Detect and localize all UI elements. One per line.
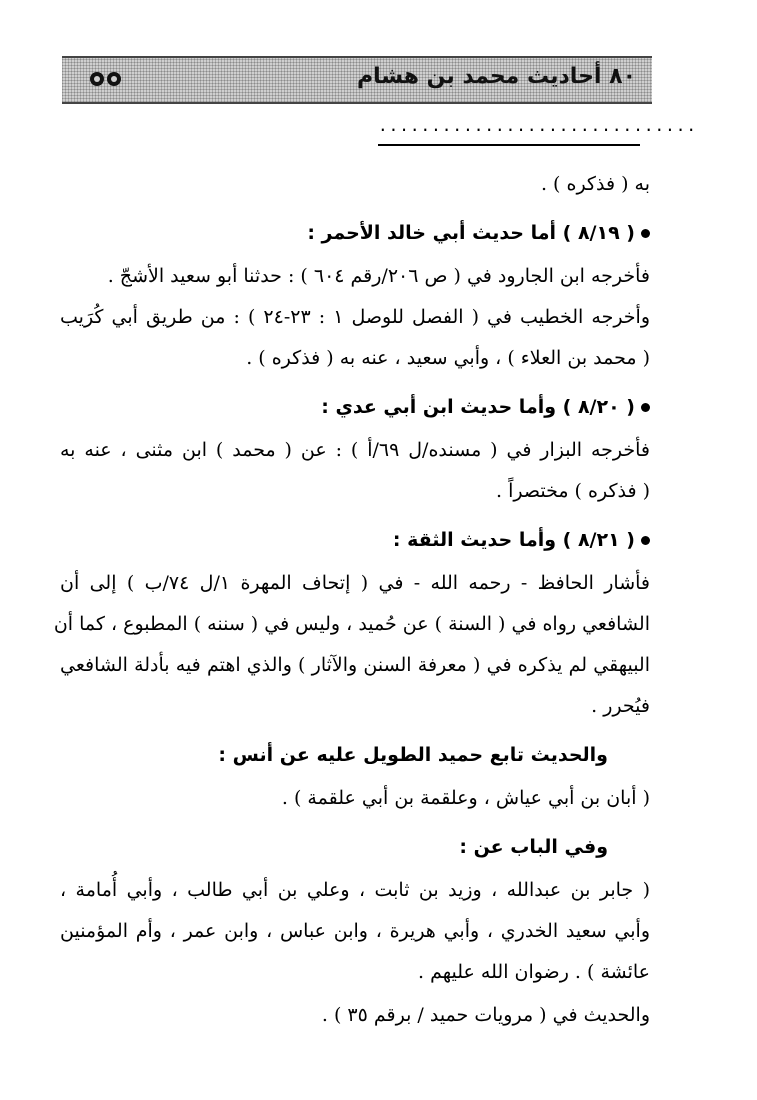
section-heading: ( ٨/١٩ ) أما حديث أبي خالد الأحمر :	[60, 219, 650, 248]
section-heading: وفي الباب عن :	[459, 836, 608, 858]
text-line: والحديث في ( مرويات حميد / برقم ٣٥ ) .	[321, 1004, 650, 1026]
page-header	[62, 56, 652, 104]
bullet-icon	[641, 536, 650, 545]
text-line: ( فذكره ) مختصراً .	[496, 480, 650, 502]
paragraph	[60, 436, 650, 506]
section-heading: ( ٨/٢٠ ) وأما حديث ابن أبي عدي :	[60, 393, 650, 422]
book-title: أحاديث محمد بن هشام	[356, 64, 602, 89]
bullet-icon	[641, 403, 650, 412]
text-line: البيهقي لم يذكره في ( معرفة السنن والآثار ) والذي اهتم فيه بأدلة الشافعي	[60, 654, 650, 676]
text-line: ( جابر بن عبدالله ، وزيد بن ثابت ، وعلي بن أبي طالب ، وأبي أُمامة ،	[60, 879, 650, 901]
section-heading: والحديث تابع حميد الطويل عليه عن أنس :	[218, 744, 608, 766]
page-body	[53, 170, 650, 1030]
page-number: ٨٠	[609, 64, 636, 89]
paragraph	[53, 569, 650, 721]
section-heading: ( ٨/٢١ ) وأما حديث الثقة :	[60, 526, 650, 555]
paragraph	[60, 262, 650, 373]
text-line: عائشة ) . رضوان الله عليهم .	[418, 961, 650, 983]
text-line: فأخرجه ابن الجارود في ( ص ٢٠٦/رقم ٦٠٤ ) : حدثنا أبو سعيد الأشجّ .	[107, 265, 650, 287]
text-line: الشافعي رواه في ( السنة ) عن حُميد ، وليس في ( سننه ) المطبوع ، كما أن	[53, 613, 650, 635]
text-line: ( أبان بن أبي عياش ، وعلقمة بن أبي علقمة ) .	[281, 787, 650, 809]
running-header	[357, 64, 636, 89]
dotted-rule: ..............................	[378, 116, 697, 135]
text-line: وأخرجه الخطيب في ( الفصل للوصل ١ : ٢٣-٢٤ ) : من طريق أبي كُرَيب	[60, 306, 650, 328]
text-line: فأخرجه البزار في ( مسنده/ل ٦٩/أ ) : عن ( محمد ) ابن مثنى ، عنه به	[60, 439, 650, 461]
horizontal-rule	[378, 144, 640, 146]
text-line: فيُحرر .	[591, 695, 650, 717]
paragraph	[60, 876, 650, 987]
bullet-icon	[641, 229, 650, 238]
text-line: به ( فذكره ) .	[540, 173, 650, 195]
ornament-icon	[88, 70, 124, 88]
text-line: فأشار الحافظ - رحمه الله - في ( إتحاف المهرة ١/ل ٧٤/ب ) إلى أن	[60, 572, 650, 594]
text-line: ( محمد بن العلاء ) ، وأبي سعيد ، عنه به ( فذكره ) .	[246, 347, 650, 369]
text-line: وأبي سعيد الخدري ، وأبي هريرة ، وابن عباس ، وابن عمر ، وأم المؤمنين	[60, 920, 650, 942]
